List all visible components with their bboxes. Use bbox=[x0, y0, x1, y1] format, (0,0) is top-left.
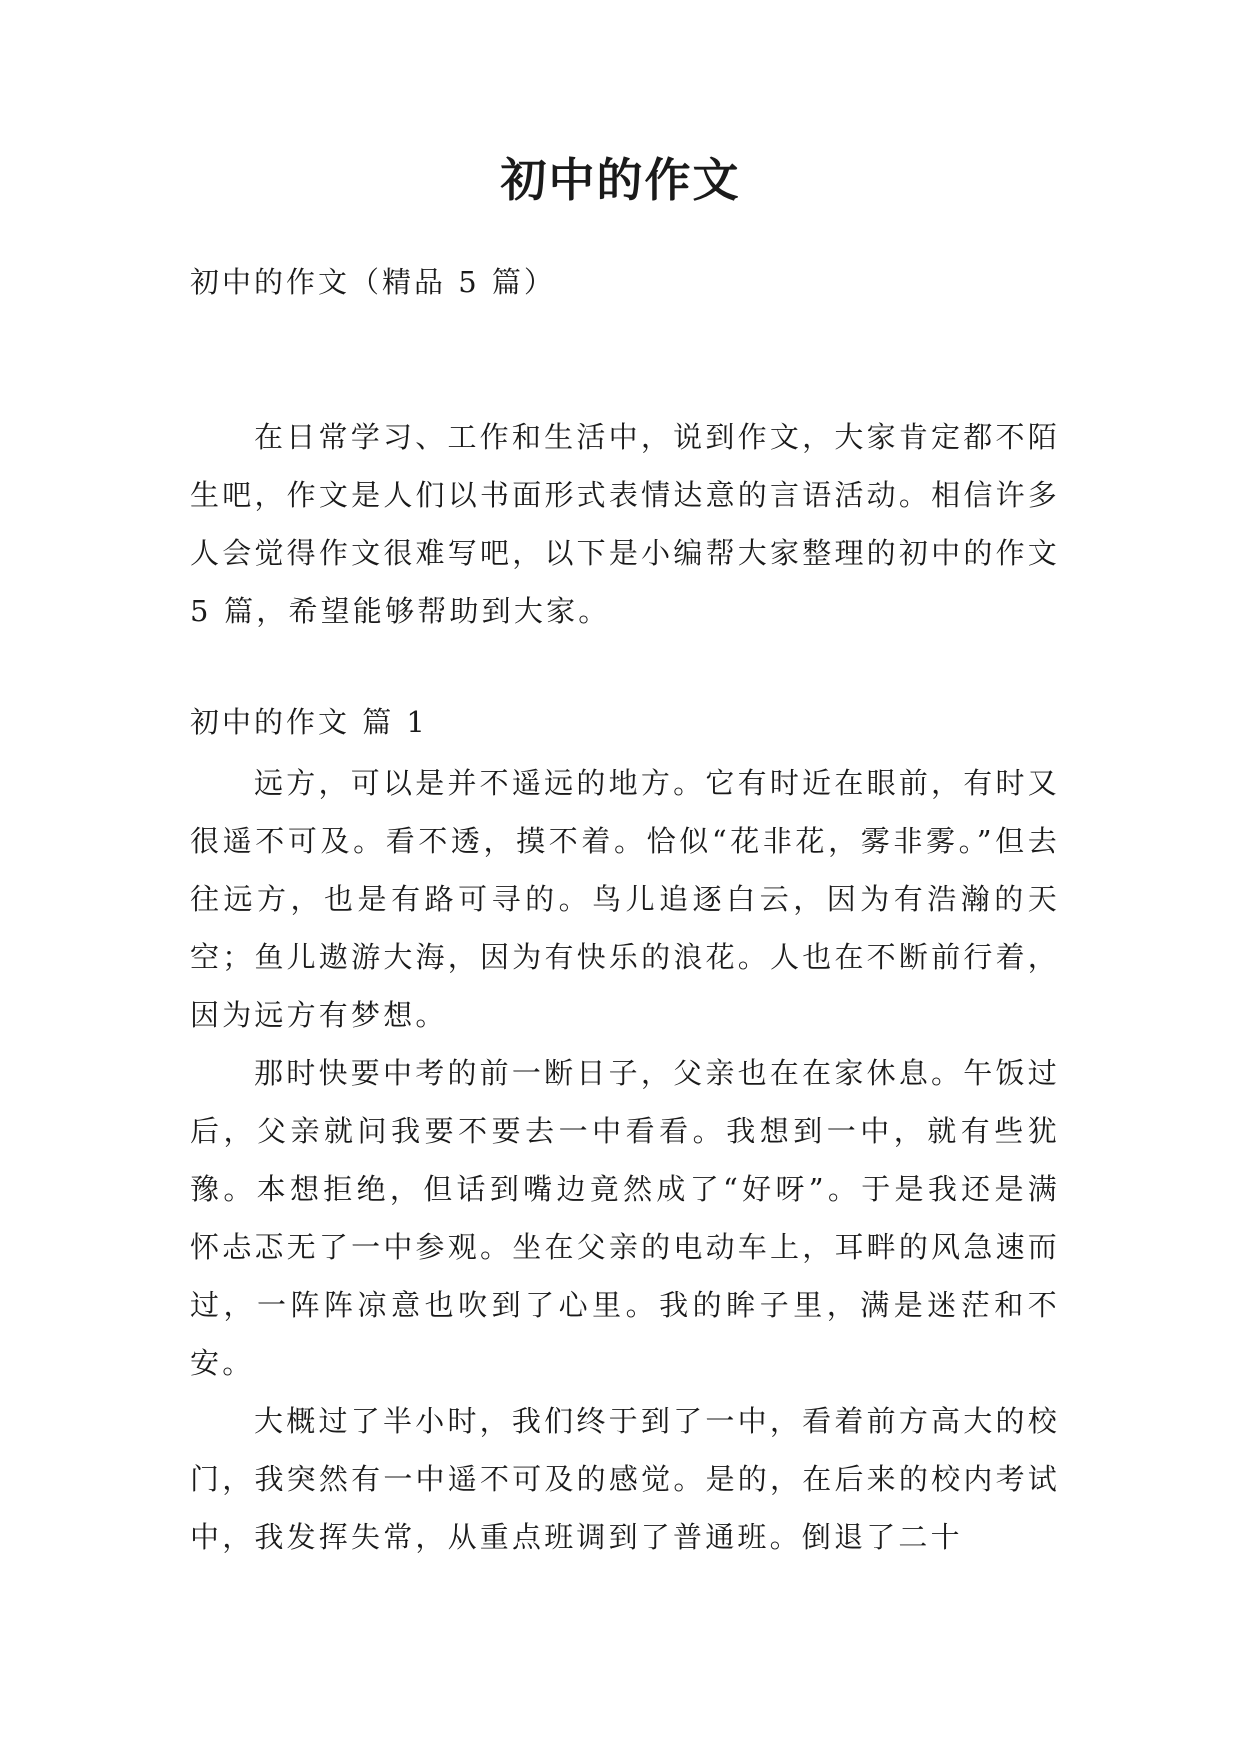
intro-paragraph: 在日常学习、工作和生活中，说到作文，大家肯定都不陌生吧，作文是人们以书面形式表情达意的言语活动。相信许多人会觉得作文很难写吧，以下是小编帮大家整理的初中的作文 5 篇，希望能够帮助到大家。 bbox=[190, 420, 1060, 628]
section-heading: 初中的作文 篇 1 bbox=[190, 705, 428, 739]
document-subtitle: 初中的作文（精品 5 篇） bbox=[190, 265, 556, 299]
body-paragraph: 大概过了半小时，我们终于到了一中，看着前方高大的校门，我突然有一中遥不可及的感觉。是的，在后来的校内考试中，我发挥失常，从重点班调到了普通班。倒退了二十 bbox=[190, 1404, 1060, 1554]
document-title: 初中的作文 bbox=[500, 153, 741, 207]
body-paragraph: 远方，可以是并不遥远的地方。它有时近在眼前，有时又很遥不可及。看不透，摸不着。恰似“花非花，雾非雾。”但去往远方，也是有路可寻的。鸟儿追逐白云，因为有浩瀚的天空；鱼儿遨游大海，因为有快乐的浪花。人也在不断前行着，因为远方有梦想。 bbox=[190, 766, 1060, 1032]
body-paragraph: 那时快要中考的前一断日子，父亲也在在家休息。午饭过后，父亲就问我要不要去一中看看。我想到一中，就有些犹豫。本想拒绝，但话到嘴边竟然成了“好呀”。于是我还是满怀忐忑无了一中参观。坐在父亲的电动车上，耳畔的风急速而过，一阵阵凉意也吹到了心里。我的眸子里，满是迷茫和不安。 bbox=[190, 1056, 1060, 1380]
